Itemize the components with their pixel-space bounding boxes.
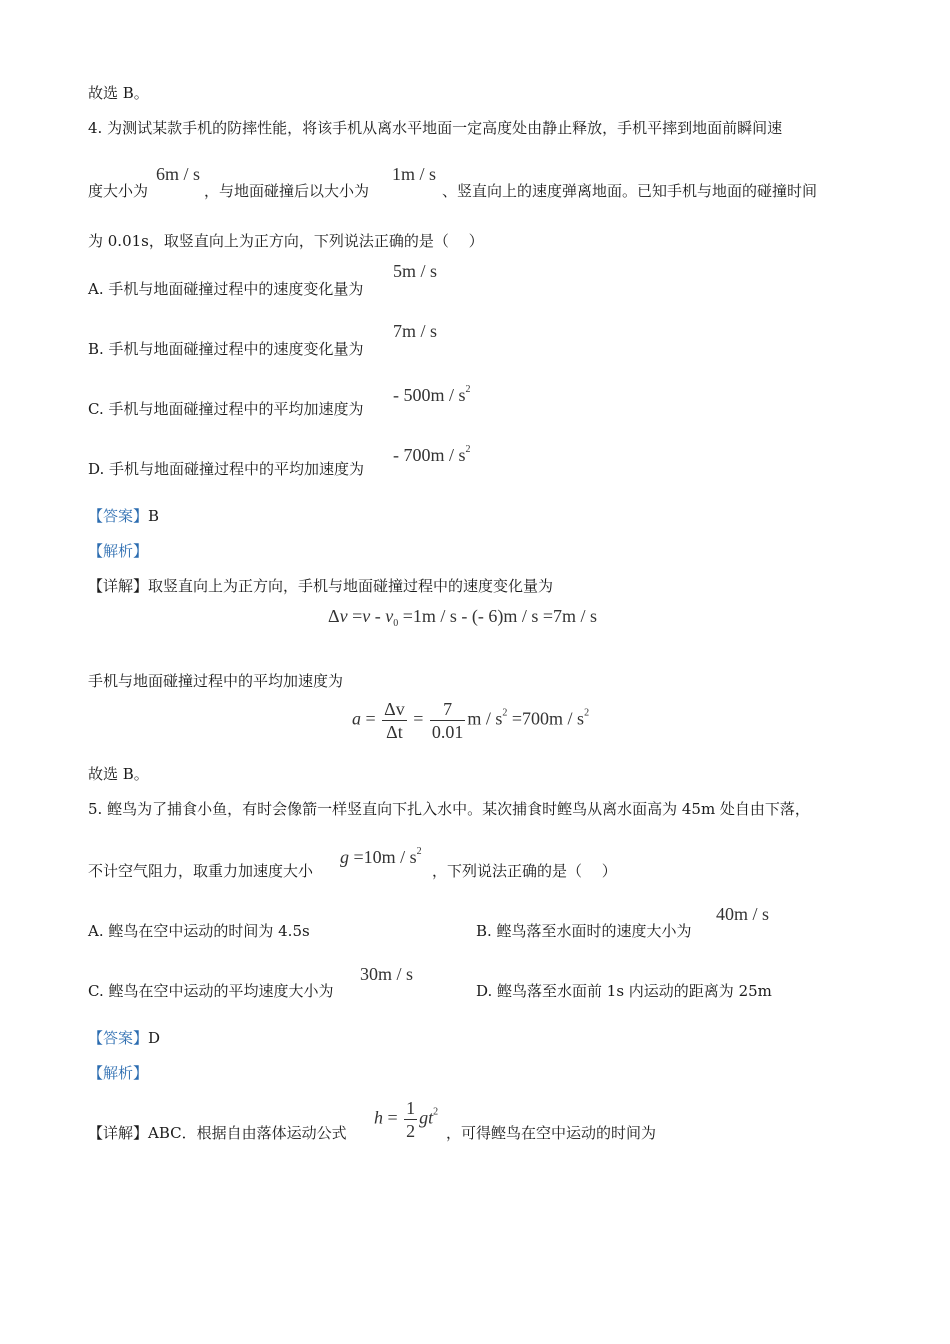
q5-option-c: C. 鲣鸟在空中运动的平均速度大小为 xyxy=(88,982,334,1000)
q4-detail: 【详解】取竖直向上为正方向，手机与地面碰撞过程中的速度变化量为 xyxy=(88,577,554,595)
q4-stem-line1: 4. 为测试某款手机的防摔性能，将该手机从离水平地面一定高度处由静止释放，手机平摔到地面前瞬间速 xyxy=(88,119,783,137)
q4-answer xyxy=(88,505,159,526)
q4-option-a: A. 手机与地面碰撞过程中的速度变化量为 xyxy=(88,280,364,298)
q5-option-c-value: 30m / s xyxy=(360,964,414,984)
q5-analysis-label: 【解析】 xyxy=(88,1064,149,1082)
q4-option-c: C. 手机与地面碰撞过程中的平均加速度为 xyxy=(88,400,364,418)
q5-detail-b: ，可得鲣鸟在空中运动的时间为 xyxy=(446,1124,657,1142)
q5-free-fall-formula: h = $\frac{1}{2}$ $gt^2$ xyxy=(374,1098,439,1141)
q4-option-c-value: - $500m / s^2$ xyxy=(393,384,471,405)
q5-stem-line2a: 不计空气阻力，取重力加速度大小 xyxy=(88,862,314,880)
q5-option-a: A. 鲣鸟在空中运动的时间为 4.5s xyxy=(88,922,310,940)
q5-option-b-value: 40m / s xyxy=(716,904,770,924)
q4-option-a-value: 5m / s xyxy=(393,261,438,281)
q4-stem-line3: 为 0.01s，取竖直向上为正方向，下列说法正确的是（ ） xyxy=(88,232,484,250)
q4-option-b: B. 手机与地面碰撞过程中的速度变化量为 xyxy=(88,340,364,358)
answer-label: 【答案】 xyxy=(88,1029,149,1047)
fraction-one-half: $\frac{1}{2}$ xyxy=(406,1098,416,1141)
q3-conclusion: 故选 B。 xyxy=(88,84,149,102)
q4-stem-line2a: 度大小为 xyxy=(88,182,149,200)
q4-avg-accel-text: 手机与地面碰撞过程中的平均加速度为 xyxy=(88,672,344,690)
answer-value: D xyxy=(148,1029,161,1047)
q5-stem-line1: 5. 鲣鸟为了捕食小鱼，有时会像箭一样竖直向下扎入水中。某次捕食时鲣鸟从离水面高为 45m 处自由下落， xyxy=(88,800,810,818)
q4-equation-accel: a = $\frac{\Delta v}{\Delta t}$ = $\frac{7}{0.01}$ $m / s^2 =700m / s^2$ xyxy=(352,699,590,742)
q5-option-d: D. 鲣鸟落至水面前 1s 内运动的距离为 25m xyxy=(476,982,772,1000)
q4-stem-line2b: ，与地面碰撞后以大小为 xyxy=(204,182,370,200)
q5-gravity-value: $g =10m / s^2$ xyxy=(340,846,422,867)
q5-option-b: B. 鲣鸟落至水面时的速度大小为 xyxy=(476,922,692,940)
answer-value: B xyxy=(148,507,160,525)
q4-option-d-value: - $700m / s^2$ xyxy=(393,444,471,465)
q4-v2: 1m / s xyxy=(392,164,437,184)
fraction-7-001: $\frac{7}{0.01}$ xyxy=(431,699,464,742)
q4-analysis-label: 【解析】 xyxy=(88,542,149,560)
q4-option-d: D. 手机与地面碰撞过程中的平均加速度为 xyxy=(88,460,365,478)
q5-detail-a: 【详解】ABC．根据自由落体运动公式 xyxy=(88,1124,347,1142)
q4-equation-delta-v: $\Delta v =v - v_0 =1m / s$ - (- 6)m / s =7m / s xyxy=(328,606,598,629)
q4-conclusion: 故选 B。 xyxy=(88,765,149,783)
q5-stem-line2b: ，下列说法正确的是（ ） xyxy=(432,862,617,880)
q4-option-b-value: 7m / s xyxy=(393,321,438,341)
answer-label: 【答案】 xyxy=(88,507,149,525)
q4-v1: 6m / s xyxy=(156,164,201,184)
q5-answer xyxy=(88,1027,160,1048)
q4-stem-line2c: 、竖直向上的速度弹离地面。已知手机与地面的碰撞时间 xyxy=(442,182,818,200)
fraction-dv-dt: $\frac{\Delta v}{\Delta t}$ xyxy=(384,699,405,742)
